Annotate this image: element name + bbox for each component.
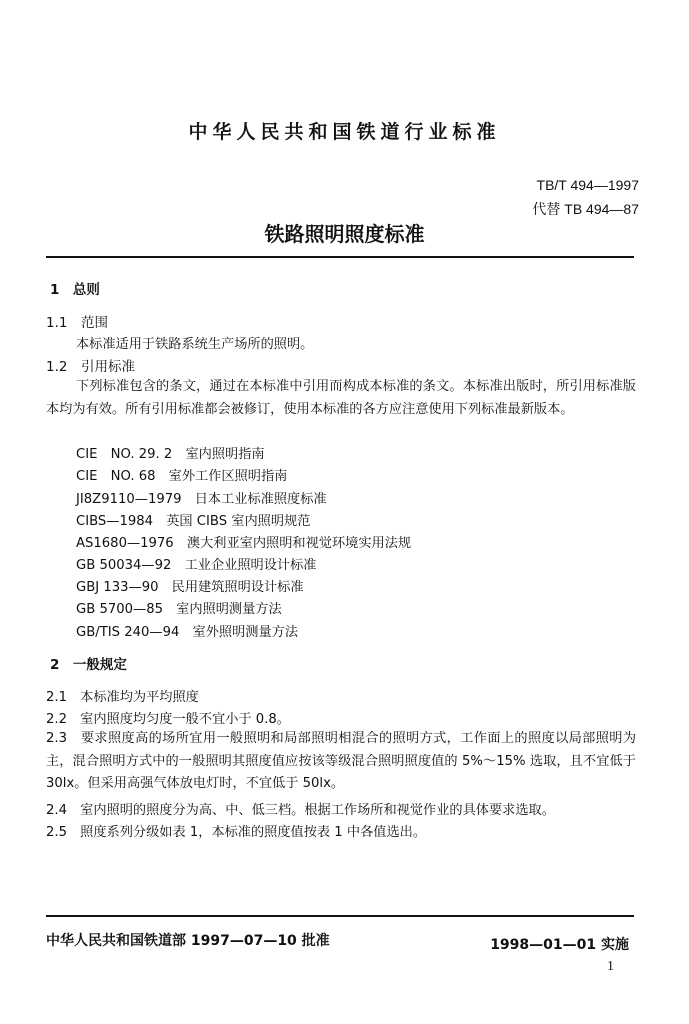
effective-date: 1998—01—01 实施 [490,937,629,953]
reference-item: CIE NO. 29. 2 室内照明指南 [76,447,265,462]
section-1-2-text: 下列标准包含的条文，通过在本标准中引用而构成本标准的条文。本标准出版时，所引用标准版本均为有效。所有引用标准都会被修订，使用本标准的各方应注意使用下列标准最新版本。 [46,379,636,417]
reference-item: GB 5700—85 室内照明测量方法 [76,602,282,617]
section-1-1-text: 本标准适用于铁路系统生产场所的照明。 [76,337,314,352]
clause-2-1: 2.1 本标准均为平均照度 [46,690,199,705]
reference-item: GBJ 133—90 民用建筑照明设计标准 [76,580,304,595]
reference-item: GB/TIS 240—94 室外照明测量方法 [76,625,299,640]
standard-code: TB/T 494—1997 [536,177,639,193]
title-rule [46,256,634,258]
clause-2-4: 2.4 室内照明的照度分为高、中、低三档。根据工作场所和视觉作业的具体要求选取。 [46,803,555,818]
section-1-2-title: 1.2 引用标准 [46,359,135,375]
approval-line: 中华人民共和国铁道部 1997—07—10 批准 [46,933,330,949]
reference-item: CIBS—1984 英国 CIBS 室内照明规范 [76,514,311,529]
section-2-title: 2 一般规定 [50,657,127,673]
reference-item: GB 50034—92 工业企业照明设计标准 [76,558,317,573]
footer-rule [46,915,634,917]
reference-item: CIE NO. 68 室外工作区照明指南 [76,469,288,484]
document-title: 铁路照明照度标准 [264,222,425,246]
replaces-standard: 代替 TB 494—87 [532,201,639,217]
reference-item: JI8Z9110—1979 日本工业标准照度标准 [76,492,327,507]
org-title: 中华人民共和国铁道行业标准 [188,121,501,143]
clause-2-3: 2.3 要求照度高的场所宜用一般照明和局部照明相混合的照明方式，工作面上的照度以局部照明为主，混合照明方式中的一般照明其照度值应按该等级混合照明照度值的 5%～15% 选取，且不宜低于 30lx。但采用高强气体放电灯时，不宜低于 50lx。 [46,731,636,791]
page-number: 1 [607,959,614,974]
clause-2-2: 2.2 室内照度均匀度一般不宜小于 0.8。 [46,712,290,727]
reference-item: AS1680—1976 澳大利亚室内照明和视觉环境实用法规 [76,536,412,551]
section-1-title: 1 总则 [50,282,100,298]
section-1-1-title: 1.1 范围 [46,315,108,331]
clause-2-5: 2.5 照度系列分级如表 1，本标准的照度值按表 1 中各值选出。 [46,825,427,840]
